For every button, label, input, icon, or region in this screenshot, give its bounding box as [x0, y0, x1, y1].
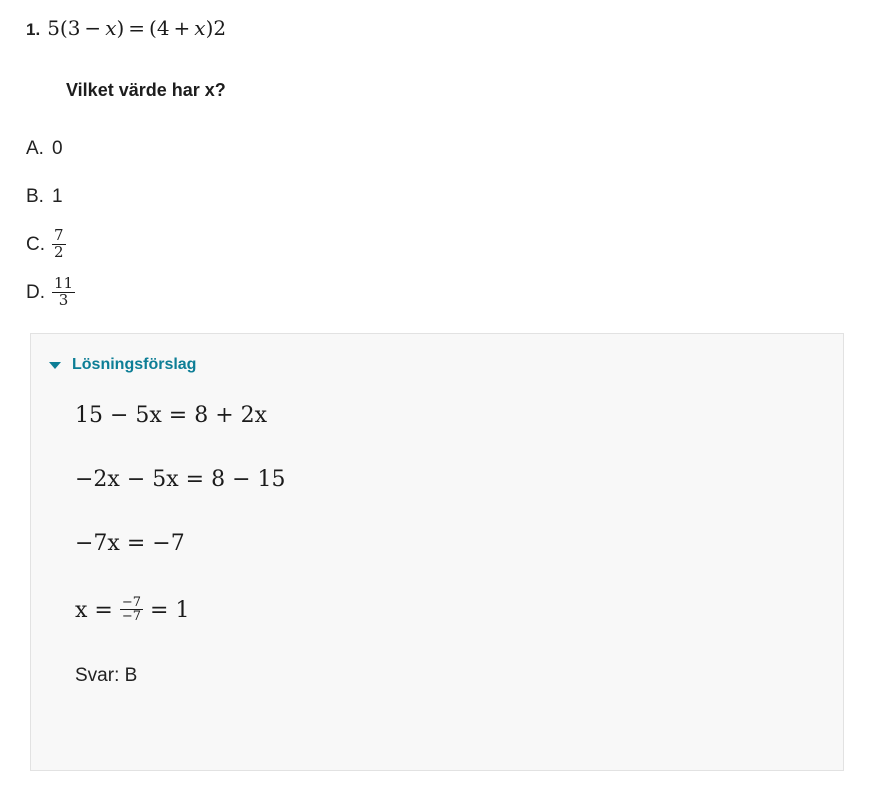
option-b-value: 1	[52, 186, 63, 207]
solution-body	[31, 374, 843, 687]
question-prompt: Vilket värde har x?	[66, 80, 226, 100]
solution-step-4-lhs: x =	[75, 597, 113, 623]
caret-down-icon[interactable]	[49, 362, 61, 369]
option-c-fraction	[52, 225, 66, 261]
option-a-letter: A.	[26, 138, 44, 159]
option-d-numerator: 11	[54, 273, 74, 292]
solution-step-4	[75, 594, 843, 625]
option-c-numerator: 7	[54, 225, 64, 244]
option-d-denominator: 3	[52, 292, 75, 309]
solution-step-4-rhs: = 1	[150, 597, 190, 623]
option-b[interactable]	[26, 179, 853, 215]
option-d-fraction	[52, 273, 75, 309]
solution-step-2: −2x − 5x = 8 − 15	[75, 467, 286, 493]
solution-answer-value: B	[124, 664, 138, 686]
option-c-letter: C.	[26, 234, 45, 255]
solution-step-4-numerator: −7	[121, 594, 142, 610]
option-a[interactable]	[26, 131, 853, 167]
solution-step-3: −7x = −7	[75, 531, 185, 557]
option-c[interactable]	[26, 227, 853, 263]
option-a-value: 0	[52, 138, 63, 159]
solution-toggle[interactable]	[31, 356, 843, 374]
answer-options	[26, 131, 853, 311]
question-equation: 5(3 − x) = (4 + x)2	[47, 16, 227, 40]
question-number: 1.	[26, 20, 41, 39]
solution-step-1: 15 − 5x = 8 + 2x	[75, 403, 268, 428]
option-d[interactable]	[26, 275, 853, 311]
option-d-letter: D.	[26, 282, 45, 303]
solution-answer-label: Svar:	[75, 664, 120, 686]
option-c-denominator: 2	[54, 242, 64, 261]
solution-step-4-fraction	[120, 596, 143, 624]
solution-title: Lösningsförslag	[72, 356, 197, 373]
solution-panel	[30, 333, 844, 771]
question-heading	[26, 14, 853, 42]
solution-step-4-denominator: −7	[121, 609, 142, 625]
option-b-letter: B.	[26, 186, 44, 207]
solution-answer	[75, 665, 843, 687]
